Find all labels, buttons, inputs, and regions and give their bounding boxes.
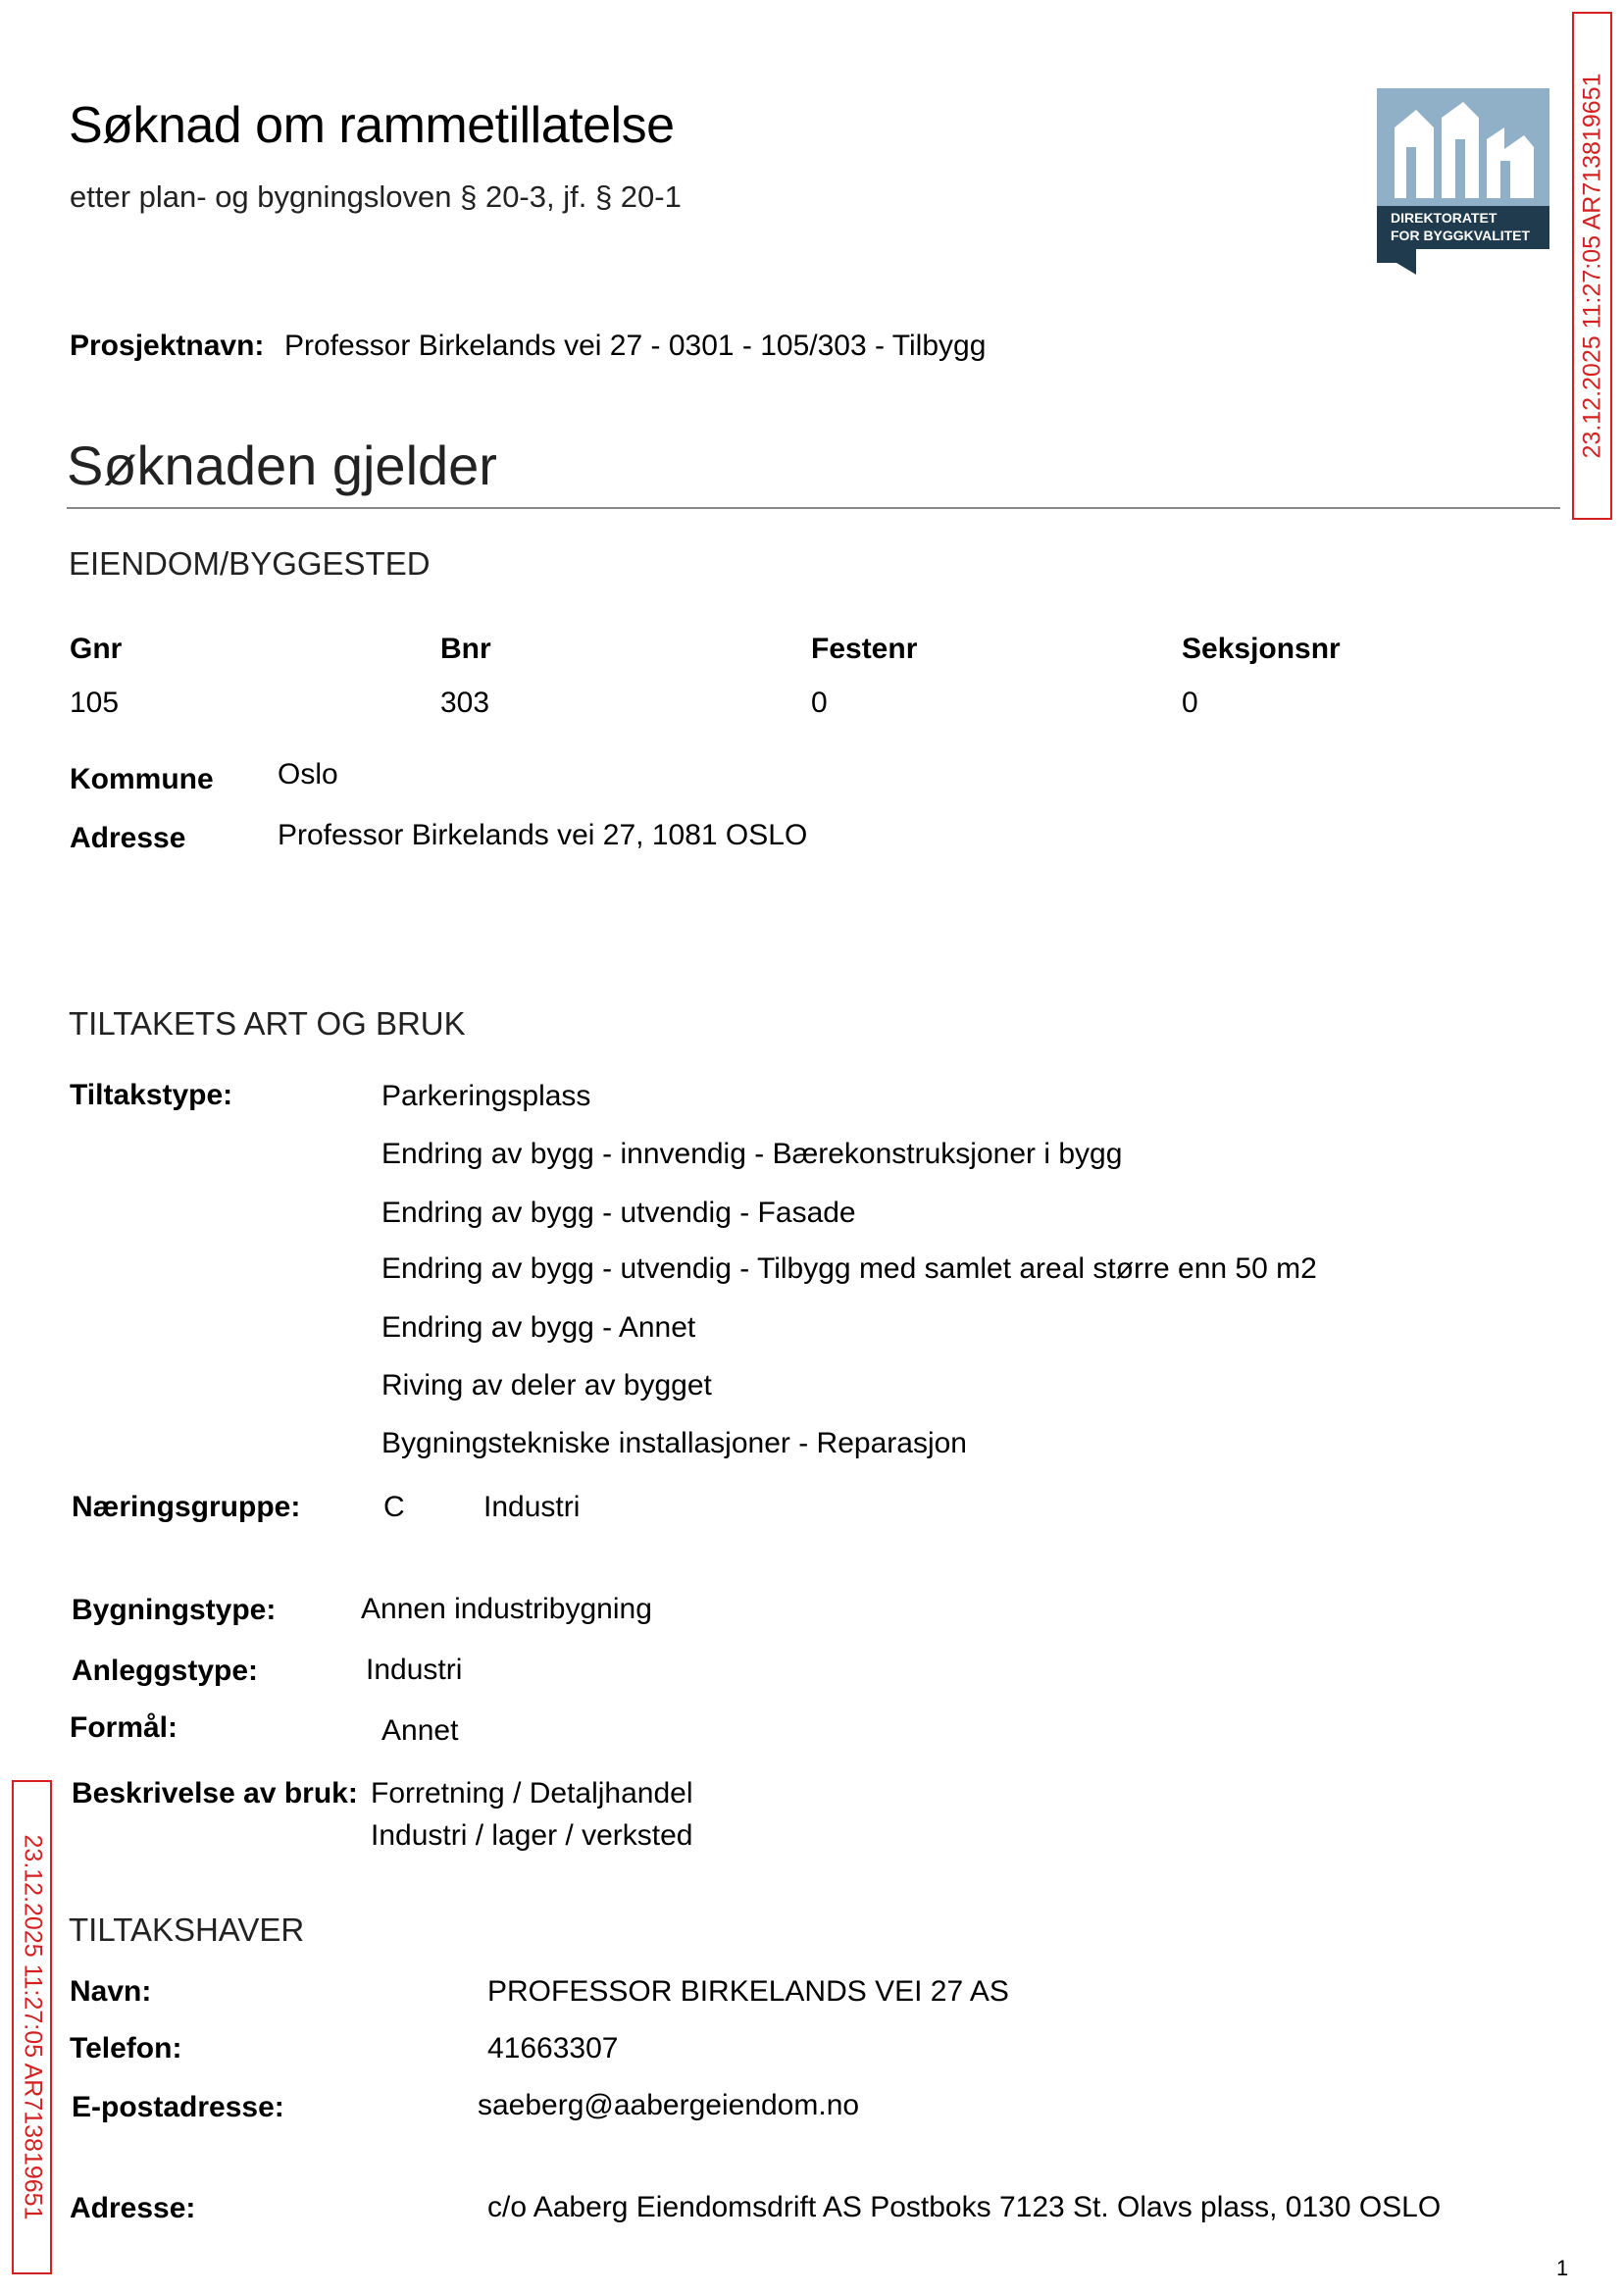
page-number: 1 <box>1556 2256 1569 2280</box>
building-logo-icon <box>1377 88 1549 275</box>
anleggstype-value: Industri <box>366 1654 463 1686</box>
bruk-item: Forretning / Detaljhandel <box>371 1777 693 1810</box>
tiltakstype-item: Endring av bygg - utvendig - Tilbygg med samlet areal større enn 50 m2 <box>381 1252 1317 1285</box>
adresse-value: Professor Birkelands vei 27, 1081 OSLO <box>278 819 808 851</box>
festenr-value: 0 <box>811 687 828 719</box>
document-title: Søknad om rammetillatelse <box>69 97 675 154</box>
project-value: Professor Birkelands vei 27 - 0301 - 105/303 - Tilbygg <box>284 330 987 362</box>
adresse-label: Adresse <box>70 822 186 854</box>
epost-value[interactable]: saeberg@aabergeiendom.no <box>478 2089 860 2121</box>
seksjonsnr-label: Seksjonsnr <box>1182 633 1341 665</box>
tiltakshaver-heading: TILTAKSHAVER <box>69 1912 305 1948</box>
tiltakstype-item: Bygningstekniske installasjoner - Reparasjon <box>381 1427 967 1459</box>
telefon-label: Telefon: <box>70 2032 182 2065</box>
naeringsgruppe-label: Næringsgruppe: <box>72 1491 301 1523</box>
seksjonsnr-value: 0 <box>1182 687 1198 719</box>
stamp-top-right <box>1572 12 1612 520</box>
dibk-logo <box>1377 88 1549 275</box>
tiltakstype-item: Riving av deler av bygget <box>381 1369 712 1402</box>
tiltakshaver-adresse-label: Adresse: <box>70 2192 196 2224</box>
gnr-label: Gnr <box>70 633 123 665</box>
gnr-value: 105 <box>70 687 120 719</box>
bnr-value: 303 <box>440 687 490 719</box>
naeringsgruppe-code: C <box>383 1491 405 1523</box>
kommune-label: Kommune <box>70 763 214 795</box>
bnr-label: Bnr <box>440 633 491 665</box>
bruk-item: Industri / lager / verksted <box>371 1819 693 1852</box>
tiltakstype-item: Endring av bygg - Annet <box>381 1311 696 1344</box>
telefon-value: 41663307 <box>487 2032 619 2065</box>
section-divider <box>67 507 1560 509</box>
bygningstype-label: Bygningstype: <box>72 1594 277 1626</box>
bygningstype-value: Annen industribygning <box>361 1593 652 1625</box>
formal-label: Formål: <box>70 1711 178 1744</box>
tiltakstype-label: Tiltakstype: <box>70 1079 233 1111</box>
kommune-value: Oslo <box>278 758 338 790</box>
tiltakstype-item: Parkeringsplass <box>381 1080 591 1112</box>
stamp-text: 23.12.2025 11:27:05 AR713819651 <box>1578 73 1605 459</box>
anleggstype-label: Anleggstype: <box>72 1655 259 1687</box>
naeringsgruppe-value: Industri <box>483 1491 581 1523</box>
tiltak-heading: TILTAKETS ART OG BRUK <box>69 1005 466 1042</box>
tiltakstype-item: Endring av bygg - innvendig - Bærekonstruksjoner i bygg <box>381 1138 1123 1170</box>
document-subtitle: etter plan- og bygningsloven § 20-3, jf. § 20-1 <box>70 179 682 214</box>
epost-label: E-postadresse: <box>72 2091 284 2123</box>
stamp-text: 23.12.2025 11:27:05 AR713819651 <box>19 1834 46 2220</box>
section-title: Søknaden gjelder <box>67 434 497 496</box>
tiltakshaver-adresse-value: c/o Aaberg Eiendomsdrift AS Postboks 7123 St. Olavs plass, 0130 OSLO <box>487 2191 1442 2223</box>
bruk-label: Beskrivelse av bruk: <box>72 1777 358 1810</box>
festenr-label: Festenr <box>811 633 918 665</box>
stamp-bottom-left <box>12 1780 52 2274</box>
logo-line-2: FOR BYGGKVALITET <box>1391 228 1531 243</box>
formal-value: Annet <box>381 1714 459 1747</box>
logo-line-1: DIREKTORATET <box>1391 210 1497 226</box>
tiltakstype-item: Endring av bygg - utvendig - Fasade <box>381 1197 856 1229</box>
navn-value: PROFESSOR BIRKELANDS VEI 27 AS <box>487 1975 1009 2008</box>
navn-label: Navn: <box>70 1975 152 2008</box>
eiendom-heading: EIENDOM/BYGGESTED <box>69 545 431 582</box>
project-label: Prosjektnavn: <box>70 330 265 362</box>
